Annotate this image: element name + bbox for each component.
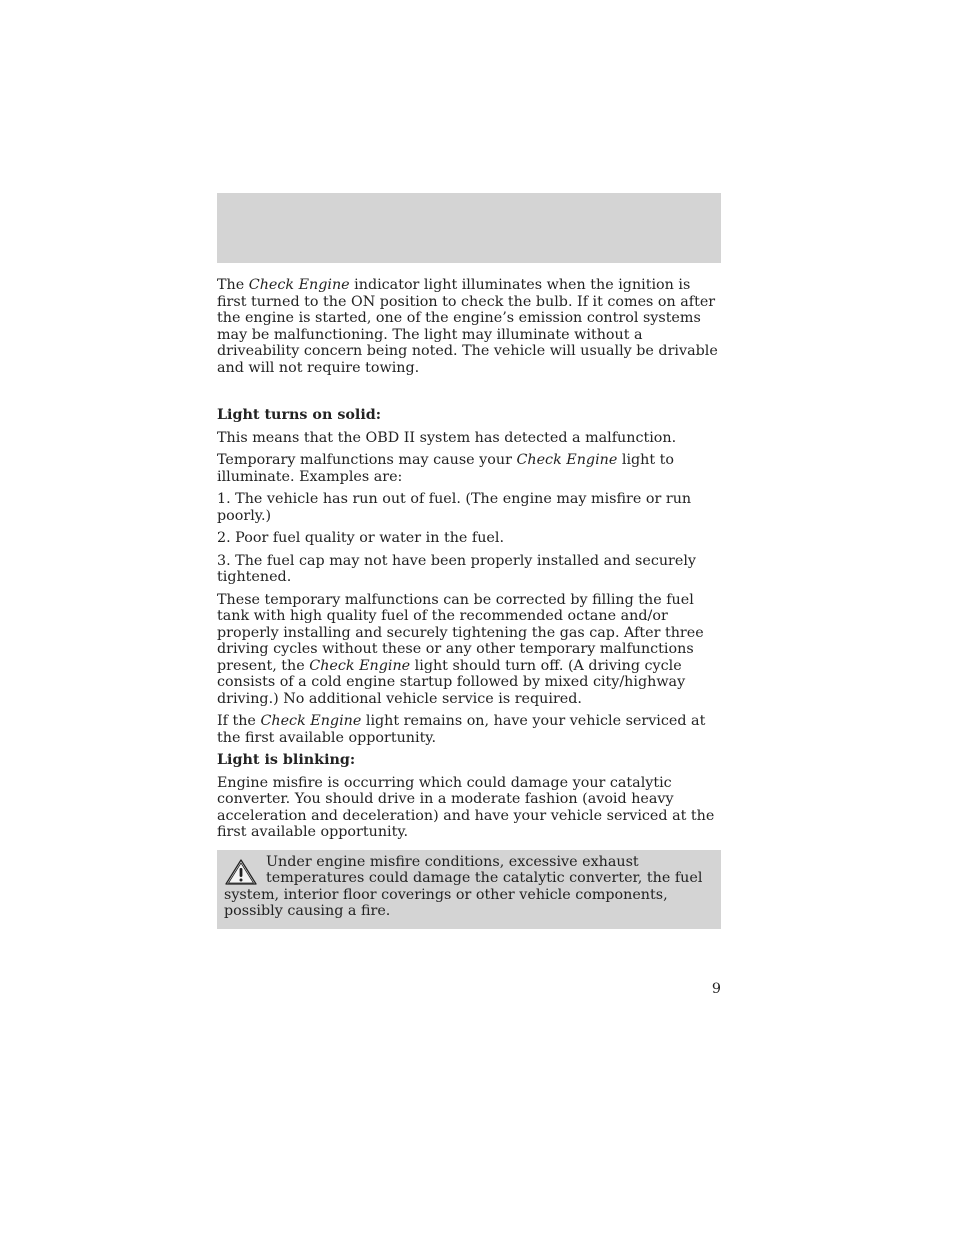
solid-paragraph-obd: This means that the OBD II system has detected a malfunction. (217, 429, 677, 446)
page-content (217, 277, 721, 929)
solid-paragraph-correction: These temporary malfunctions can be corrected by filling the fuel tank with high quality fuel of the recommended octane and/or properly installing and securely tightening the gas cap. After three driving cycles without these or any other temporary malfunctions present, the Check Engine light should turn off. (A driving cycle consists of a cold engine startup followed by mixed city/highway driving.) No additional vehicle service is required. (217, 591, 704, 707)
blinking-paragraph: Engine misfire is occurring which could damage your catalytic converter. You should drive in a moderate fashion (avoid heavy acceleration and deceleration) and have your vehicle serviced at the first available opportunity. (217, 774, 715, 840)
example-item-2: 2. Poor fuel quality or water in the fuel. (217, 530, 504, 546)
warning-box (217, 850, 721, 929)
example-item-1: 1. The vehicle has run out of fuel. (The engine may misfire or run poorly.) (217, 491, 692, 524)
check-engine-term: Check Engine (516, 452, 618, 468)
check-engine-term: Check Engine (309, 657, 411, 674)
section-header-band (217, 193, 721, 263)
check-engine-term: Check Engine (248, 277, 350, 293)
page-number: 9 (711, 981, 721, 997)
example-item-3: 3. The fuel cap may not have been properly installed and securely tightened. (217, 552, 696, 585)
solid-paragraph-remains-on: If the Check Engine light remains on, have your vehicle serviced at the first available opportunity. (217, 713, 706, 746)
check-engine-term: Check Engine (260, 713, 362, 729)
heading-light-solid: Light turns on solid: (217, 407, 382, 423)
heading-light-blinking: Light is blinking: (217, 752, 356, 768)
intro-paragraph: The Check Engine indicator light illuminates when the ignition is first turned to the ON position to check the bulb. If it comes on after the engine is started, one of the engine’s emission control systems may be malfunctioning. The light may illuminate without a driveability concern being noted. The vehicle will usually be drivable and will not require towing. (217, 277, 718, 376)
warning-text: Under engine misfire conditions, excessive exhaust temperatures could damage the catalytic converter, the fuel system, interior floor coverings or other vehicle components, possibly causing a fire. (224, 853, 703, 919)
warning-triangle-icon (224, 858, 258, 886)
solid-paragraph-temporary: Temporary malfunctions may cause your Check Engine light to illuminate. Examples are: (217, 452, 675, 485)
